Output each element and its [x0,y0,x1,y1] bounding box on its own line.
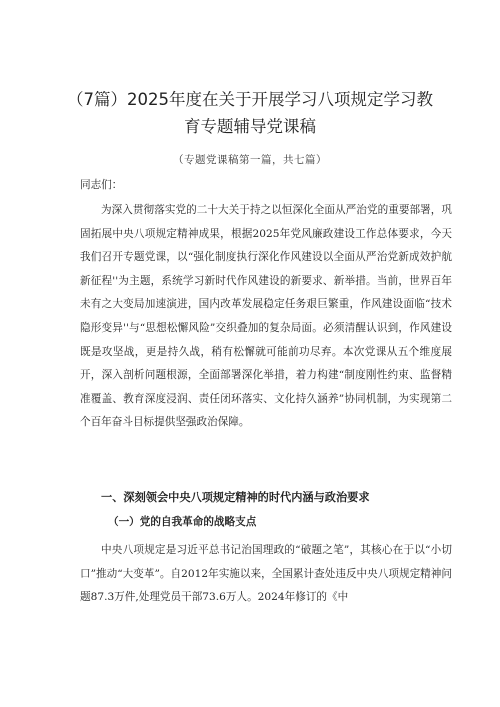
body-paragraph-1: 为深入贯彻落实党的二十大关于持之以恒深化全面从严治党的重要部署，巩固拓展中央八项规定精神成果，根据2025年党风廉政建设工作总体要求，今天我们召开专题党课，以“强化制度执行深化作风建设以全面从严治党新成效护航新征程''为主题，系统学习新时代作风建设的新要求、新举措。当前，世界百年未有之大变局加速演进，国内改革发展稳定任务艰巨繁重，作风建设面临“技术隐形变异''与“思想松懈风险”交织叠加的复杂局面。必须清醒认识到，作风建设既是攻坚战，更是持久战，稍有松懈就可能前功尽弃。本次党课从五个维度展开，深入剖析问题根源，全面部署深化举措，着力构建“制度刚性约束、监督精准覆盖、教育深度浸润、责任闭环落实、文化持久涵养”协同机制，为实现第二个百年奋斗目标提供坚强政治保障。 [80,204,452,429]
greeting: 同志们： [80,179,123,191]
body-paragraph-2: 中央八项规定是习近平总书记治国理政的“破题之笔”，其核心在于以“小切口”推动“大变革”。自2012年实施以来，全国累计查处违反中央八项规定精神问题87.3万件,处理党员干部73.6万人。2024年修订的《中 [80,544,452,604]
subsection-heading-1: （一）党的自我革命的战略支点 [108,516,257,528]
section-heading-1: 一、深刻领会中央八项规定精神的时代内涵与政治要求 [101,491,370,504]
document-subtitle: （专题党课稿第一篇，共七篇） [173,154,327,166]
document-title: （7篇）2025年度在关于开展学习八项规定学习教育专题辅导党课稿 [67,90,433,136]
